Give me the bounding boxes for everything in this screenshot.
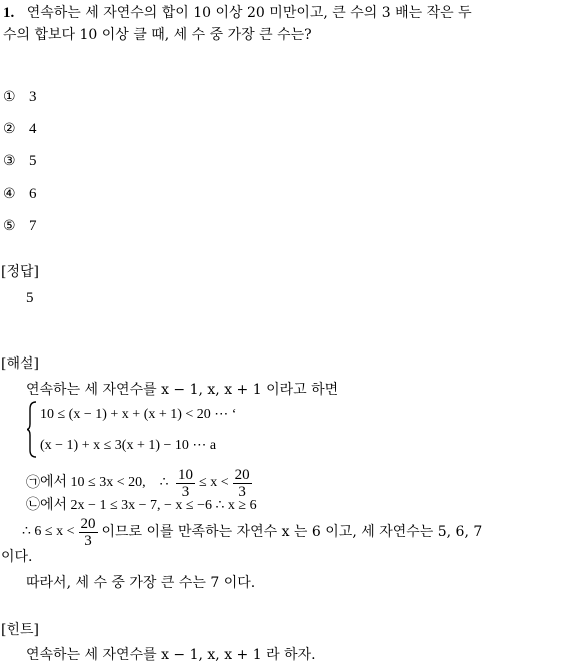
option-5[interactable] bbox=[3, 216, 37, 236]
explanation-header: [해설] bbox=[1, 356, 39, 372]
question-text-1: 연속하는 세 자연수의 합이 10 이상 20 미만이고, 큰 수의 3 배는 작은 두 bbox=[26, 5, 472, 21]
option-3[interactable] bbox=[3, 151, 37, 171]
fraction-numerator: 20 bbox=[234, 466, 250, 483]
option-1[interactable] bbox=[3, 87, 37, 107]
fraction-numerator: 10 bbox=[178, 466, 194, 483]
answer-value: 5 bbox=[26, 290, 34, 306]
option-2-mark: ② bbox=[3, 121, 16, 137]
explanation-conclusion: 따라서, 세 수 중 가장 큰 수는 7 이다. bbox=[26, 575, 256, 591]
option-4[interactable] bbox=[3, 184, 37, 204]
fraction-20-3-b bbox=[79, 516, 98, 549]
step-2-text: 에서 2x − 1 ≤ 3x − 7, − x ≤ −6 ∴ x ≥ 6 bbox=[40, 498, 257, 513]
system-brace bbox=[27, 401, 37, 458]
hint-header: [힌트] bbox=[1, 622, 39, 638]
explanation-step-3 bbox=[22, 513, 482, 551]
equation-1: 10 ≤ (x − 1) + x + (x + 1) < 20 ⋯ ‘ bbox=[40, 407, 237, 422]
equation-2: (x − 1) + x ≤ 3(x + 1) − 10 ⋯ a bbox=[40, 438, 217, 453]
step-2-mark: ㉡ bbox=[26, 497, 40, 513]
option-4-mark: ④ bbox=[3, 186, 16, 202]
explanation-step-3-cont: 이다. bbox=[1, 549, 33, 565]
option-3-mark: ③ bbox=[3, 153, 16, 169]
answer-header: [정답] bbox=[1, 264, 39, 280]
option-5-value: 7 bbox=[29, 218, 37, 234]
question-line-1 bbox=[3, 3, 472, 23]
step-1-mid: ≤ x < bbox=[199, 475, 229, 490]
fraction-denominator: 3 bbox=[181, 483, 190, 500]
option-2-value: 4 bbox=[29, 121, 37, 137]
explanation-intro: 연속하는 세 자연수를 x − 1, x, x + 1 이라고 하면 bbox=[26, 382, 339, 398]
step-3-pre: ∴ 6 ≤ x < bbox=[22, 524, 75, 539]
step-3-post: 이므로 이를 만족하는 자연수 x 는 6 이고, 세 자연수는 5, 6, 7 bbox=[101, 524, 483, 540]
step-1-text: 에서 10 ≤ 3x < 20, ∴ bbox=[40, 475, 173, 490]
option-4-value: 6 bbox=[29, 186, 37, 202]
option-5-mark: ⑤ bbox=[3, 218, 16, 234]
option-2[interactable] bbox=[3, 119, 37, 139]
option-1-mark: ① bbox=[3, 89, 16, 105]
fraction-denominator: 3 bbox=[84, 532, 92, 549]
hint-text: 연속하는 세 자연수를 x − 1, x, x + 1 라 하자. bbox=[26, 647, 316, 663]
question-number: 1. bbox=[3, 5, 15, 21]
fraction-denominator: 3 bbox=[238, 483, 246, 500]
fraction-numerator: 20 bbox=[80, 515, 96, 532]
question-text-2: 수의 합보다 10 이상 클 때, 세 수 중 가장 큰 수는? bbox=[3, 27, 312, 43]
option-1-value: 3 bbox=[29, 89, 37, 105]
option-3-value: 5 bbox=[29, 153, 37, 169]
step-1-mark: ㉠ bbox=[26, 475, 40, 491]
